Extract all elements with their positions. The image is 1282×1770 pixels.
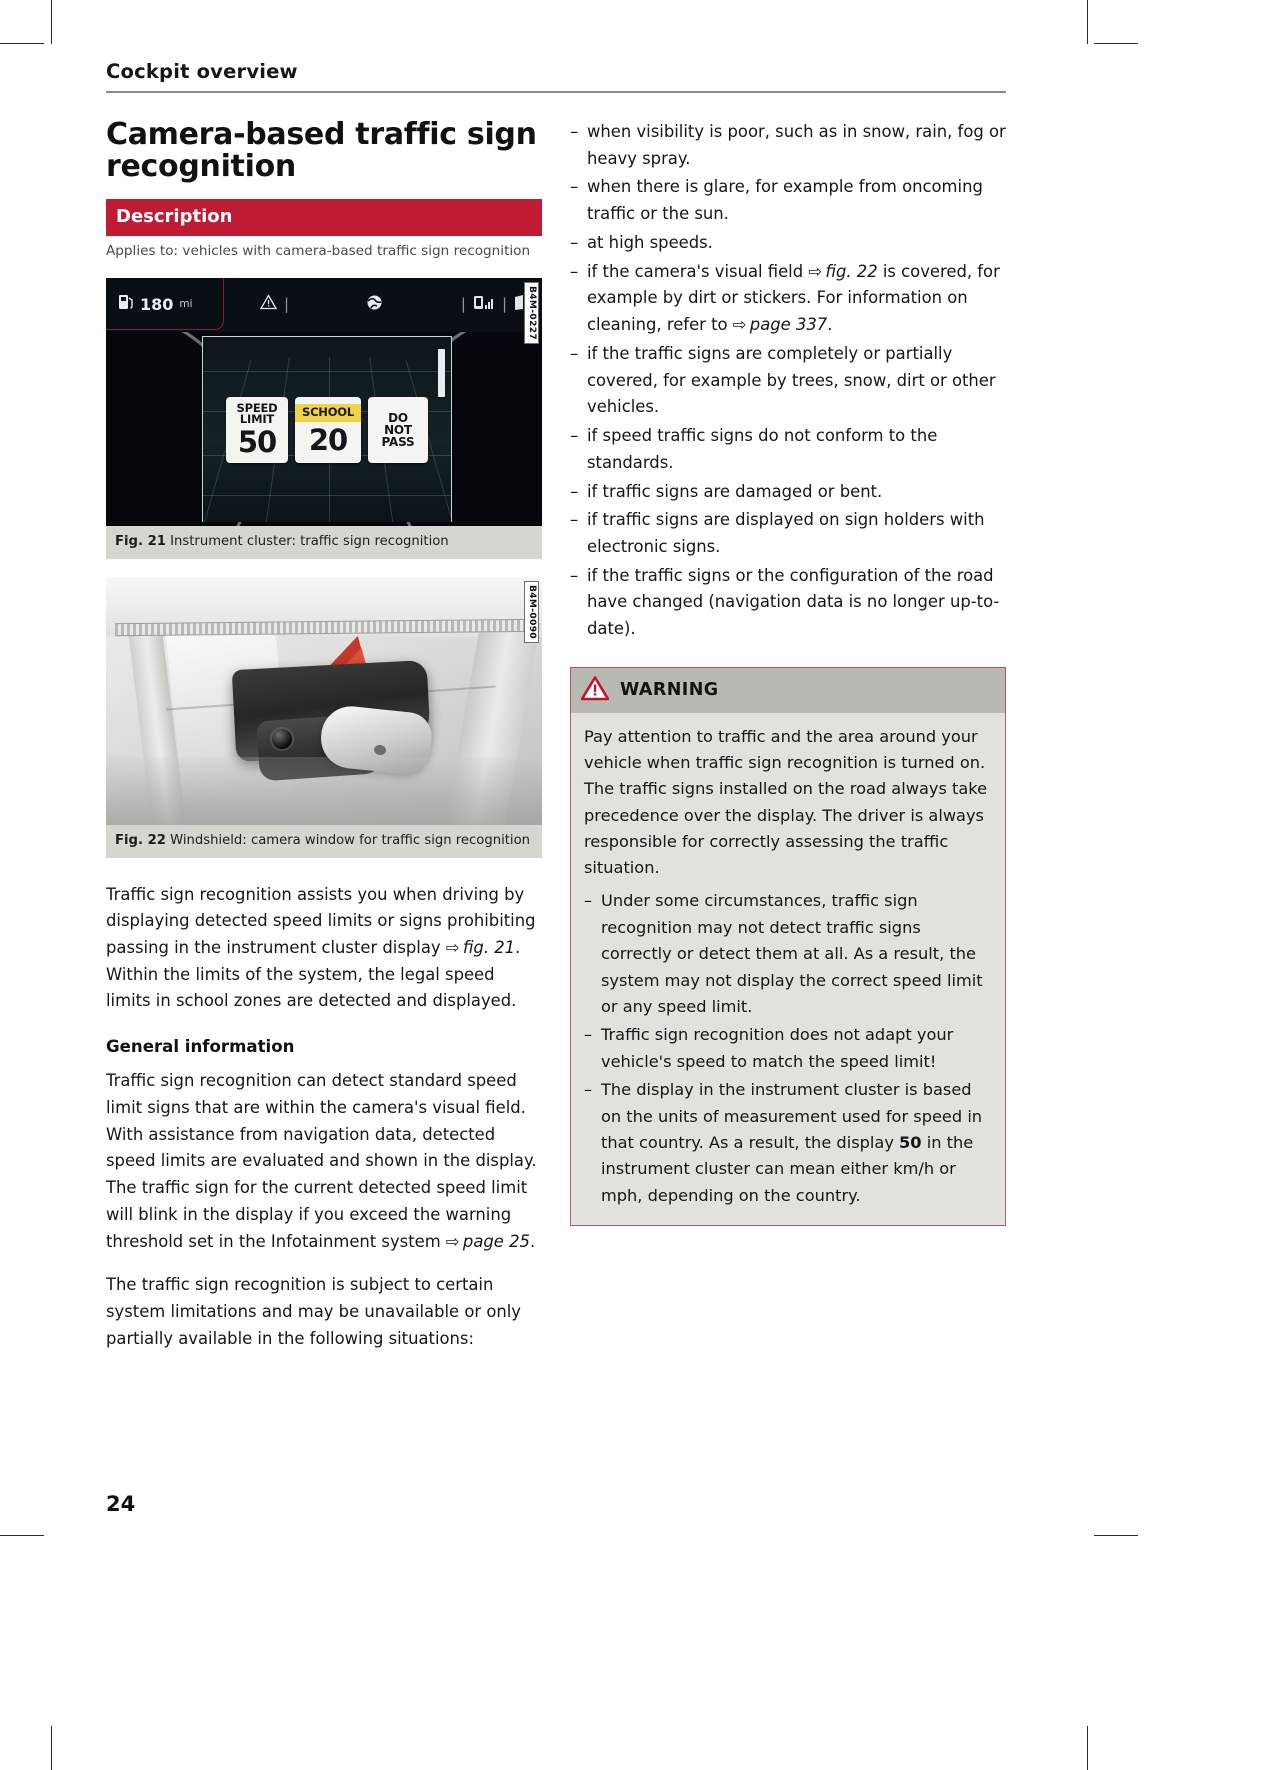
list-item: – if the traffic signs or the configuration of the road have changed (navigation data is no longer up-to-date).: [570, 563, 1006, 643]
manual-page: [106, 60, 1006, 1580]
list-item: [584, 1077, 992, 1209]
cluster-range-readout: [118, 289, 193, 319]
speed-limit-line1: SPEED: [236, 400, 278, 415]
school-zone-sign: [295, 397, 361, 463]
limitations-intro-paragraph: The traffic sign recognition is subject to certain system limitations and may be unavailable or only partially available in the following situations:: [106, 1275, 521, 1348]
traffic-sign-group: [203, 397, 451, 463]
warning-intro: Pay attention to traffic and the area around your vehicle when traffic sign recognition is turned on. The traffic signs installed on the road always take precedence over the display. The driver is always responsible for correctly assessing the traffic situation.: [584, 726, 988, 878]
speed-limit-value: 50: [237, 425, 277, 460]
limitations-list: [570, 119, 1006, 643]
range-unit: mi: [179, 298, 193, 311]
intro-paragraph: [106, 882, 542, 1016]
limitation-4-part-a: if the camera's visual field: [587, 261, 809, 281]
reference-arrow-icon-3: ⇨: [808, 261, 826, 281]
crop-mark-right-bottom-horizontal: [1094, 1535, 1138, 1536]
reference-arrow-icon: ⇨: [445, 937, 463, 957]
warning-body: [571, 713, 1005, 1225]
two-column-layout: [106, 119, 1006, 1370]
windshield-camera-image: [106, 577, 542, 825]
range-value: 180: [140, 294, 174, 314]
crop-mark-top-left-vertical: [51, 0, 52, 44]
applies-to-note: Applies to: vehicles with camera-based traffic sign recognition: [106, 243, 531, 260]
general-information-paragraph: [106, 1068, 542, 1255]
do-not-pass-line3: PASS: [381, 435, 415, 450]
warning-item-3-bold-value: 50: [899, 1133, 922, 1153]
do-not-pass-line1: DO: [388, 410, 408, 425]
crop-mark-top-right-vertical: [1087, 0, 1088, 44]
para2-cross-reference: page 25: [462, 1231, 530, 1251]
figure-22-caption: [106, 825, 542, 858]
list-item: – if traffic signs are displayed on sign holders with electronic signs.: [570, 507, 1006, 560]
phone-signal-icon: [473, 294, 495, 315]
list-item: – Traffic sign recognition does not adapt your vehicle's speed to match the speed limit!: [584, 1022, 992, 1075]
figure-22-code: B4M-0090: [524, 581, 539, 643]
crop-mark-left-bottom-horizontal: [0, 1535, 44, 1536]
crop-mark-left-top-horizontal: [0, 43, 44, 44]
warning-triangle-icon: [581, 676, 609, 705]
list-item: – at high speeds.: [570, 230, 1006, 257]
page-number: 24: [106, 1492, 136, 1516]
list-item: – if speed traffic signs do not conform to the standards.: [570, 423, 1006, 476]
instrument-cluster-image: [106, 278, 542, 526]
cluster-center-display: [202, 336, 452, 522]
list-item: – when visibility is poor, such as in snow, rain, fog or heavy spray.: [570, 119, 1006, 172]
cluster-grid-h4: [203, 495, 451, 496]
cluster-divider-3: |: [501, 295, 507, 314]
left-column: [106, 119, 542, 1370]
subheading-general-information: General information: [106, 1037, 295, 1057]
school-zone-header: SCHOOL: [295, 404, 361, 422]
section-bar-description: Description: [106, 199, 542, 236]
camera-lens-icon: [272, 729, 292, 749]
windshield-foreground: [106, 757, 542, 825]
list-item: – if the traffic signs are completely or partially covered, for example by trees, snow, dirt or other vehicles.: [570, 341, 1006, 421]
cluster-icon-row: [234, 290, 534, 318]
figure-21-caption-label: Fig. 21: [115, 534, 166, 550]
reference-arrow-icon-4: ⇨: [732, 315, 750, 335]
cluster-divider-1: |: [284, 295, 290, 314]
figure-22: [106, 577, 542, 858]
speed-limit-sign: [226, 397, 288, 463]
page-title: Camera-based traffic sign recognition: [106, 117, 537, 185]
limitation-4-part-c: .: [827, 315, 833, 335]
figure-21-caption: [106, 526, 542, 559]
limitation-4-ref-fig: fig. 22: [825, 261, 878, 281]
figure-22-caption-label: Fig. 22: [115, 832, 166, 848]
reference-arrow-icon-2: ⇨: [445, 1231, 463, 1251]
fuel-pump-icon: [118, 293, 134, 315]
figure-21: [106, 278, 542, 559]
do-not-pass-line2: NOT: [384, 423, 412, 437]
intro-cross-reference: fig. 21: [462, 937, 516, 957]
crop-mark-bottom-left-vertical: [51, 1726, 52, 1770]
speed-limit-line2: LIMIT: [239, 412, 275, 427]
limitation-4-ref-page: page 337: [749, 315, 828, 335]
figure-21-code: B4M-0227: [524, 282, 539, 344]
running-head-rule: [106, 91, 1006, 93]
list-item: [570, 259, 1006, 339]
right-column: [570, 119, 1006, 1226]
para2-part-b: .: [529, 1231, 536, 1251]
figure-22-caption-text: Windshield: camera window for traffic sign recognition: [170, 832, 531, 848]
do-not-pass-sign: [368, 397, 428, 463]
para2-part-a: Traffic sign recognition can detect standard speed limit signs that are within the camera's visual field. With assistance from navigation data, detected speed limits are evaluated and shown in the display. The traffic sign for the current detected speed limit will blink in the display if you exceed the warning threshold set in the Infotainment system: [106, 1071, 537, 1251]
list-item: – Under some circumstances, traffic sign recognition may not detect traffic signs correctly or detect them at all. As a result, the system may not display the correct speed limit or any speed limit.: [584, 888, 992, 1020]
school-zone-value: 20: [308, 423, 348, 458]
intro-part-b: . Within the limits of the system, the legal speed limits in school zones are detected and displayed.: [106, 937, 521, 1011]
warning-triangle-icon: [260, 294, 277, 314]
globe-icon: [366, 294, 383, 315]
warning-title: WARNING: [620, 680, 719, 701]
list-item: – if traffic signs are damaged or bent.: [570, 479, 1006, 506]
figure-21-caption-text: Instrument cluster: traffic sign recognition: [170, 534, 449, 550]
warning-box: [570, 667, 1006, 1226]
warning-list: [584, 888, 992, 1209]
list-item: – when there is glare, for example from oncoming traffic or the sun.: [570, 174, 1006, 227]
cluster-divider-2: |: [460, 295, 466, 314]
crop-mark-right-top-horizontal: [1094, 43, 1138, 44]
cluster-grid-h1: [203, 371, 451, 372]
crop-mark-bottom-right-vertical: [1087, 1726, 1088, 1770]
intro-part-a: Traffic sign recognition assists you when driving by displaying detected speed limits or signs prohibiting passing in the instrument cluster display: [106, 884, 536, 957]
cluster-scrollbar[interactable]: [438, 349, 445, 397]
warning-item-3-part-b: in the instrument cluster can mean either km/h or mph, depending on the country.: [601, 1133, 974, 1205]
running-head: Cockpit overview: [106, 60, 298, 83]
warning-item-3-part-a: The display in the instrument cluster is based on the units of measurement used for speed in that country. As a result, the display: [601, 1080, 983, 1153]
warning-header: [571, 668, 1005, 713]
limitation-4-part-b: is covered, for example by dirt or stickers. For information on cleaning, refer to: [587, 261, 1000, 335]
